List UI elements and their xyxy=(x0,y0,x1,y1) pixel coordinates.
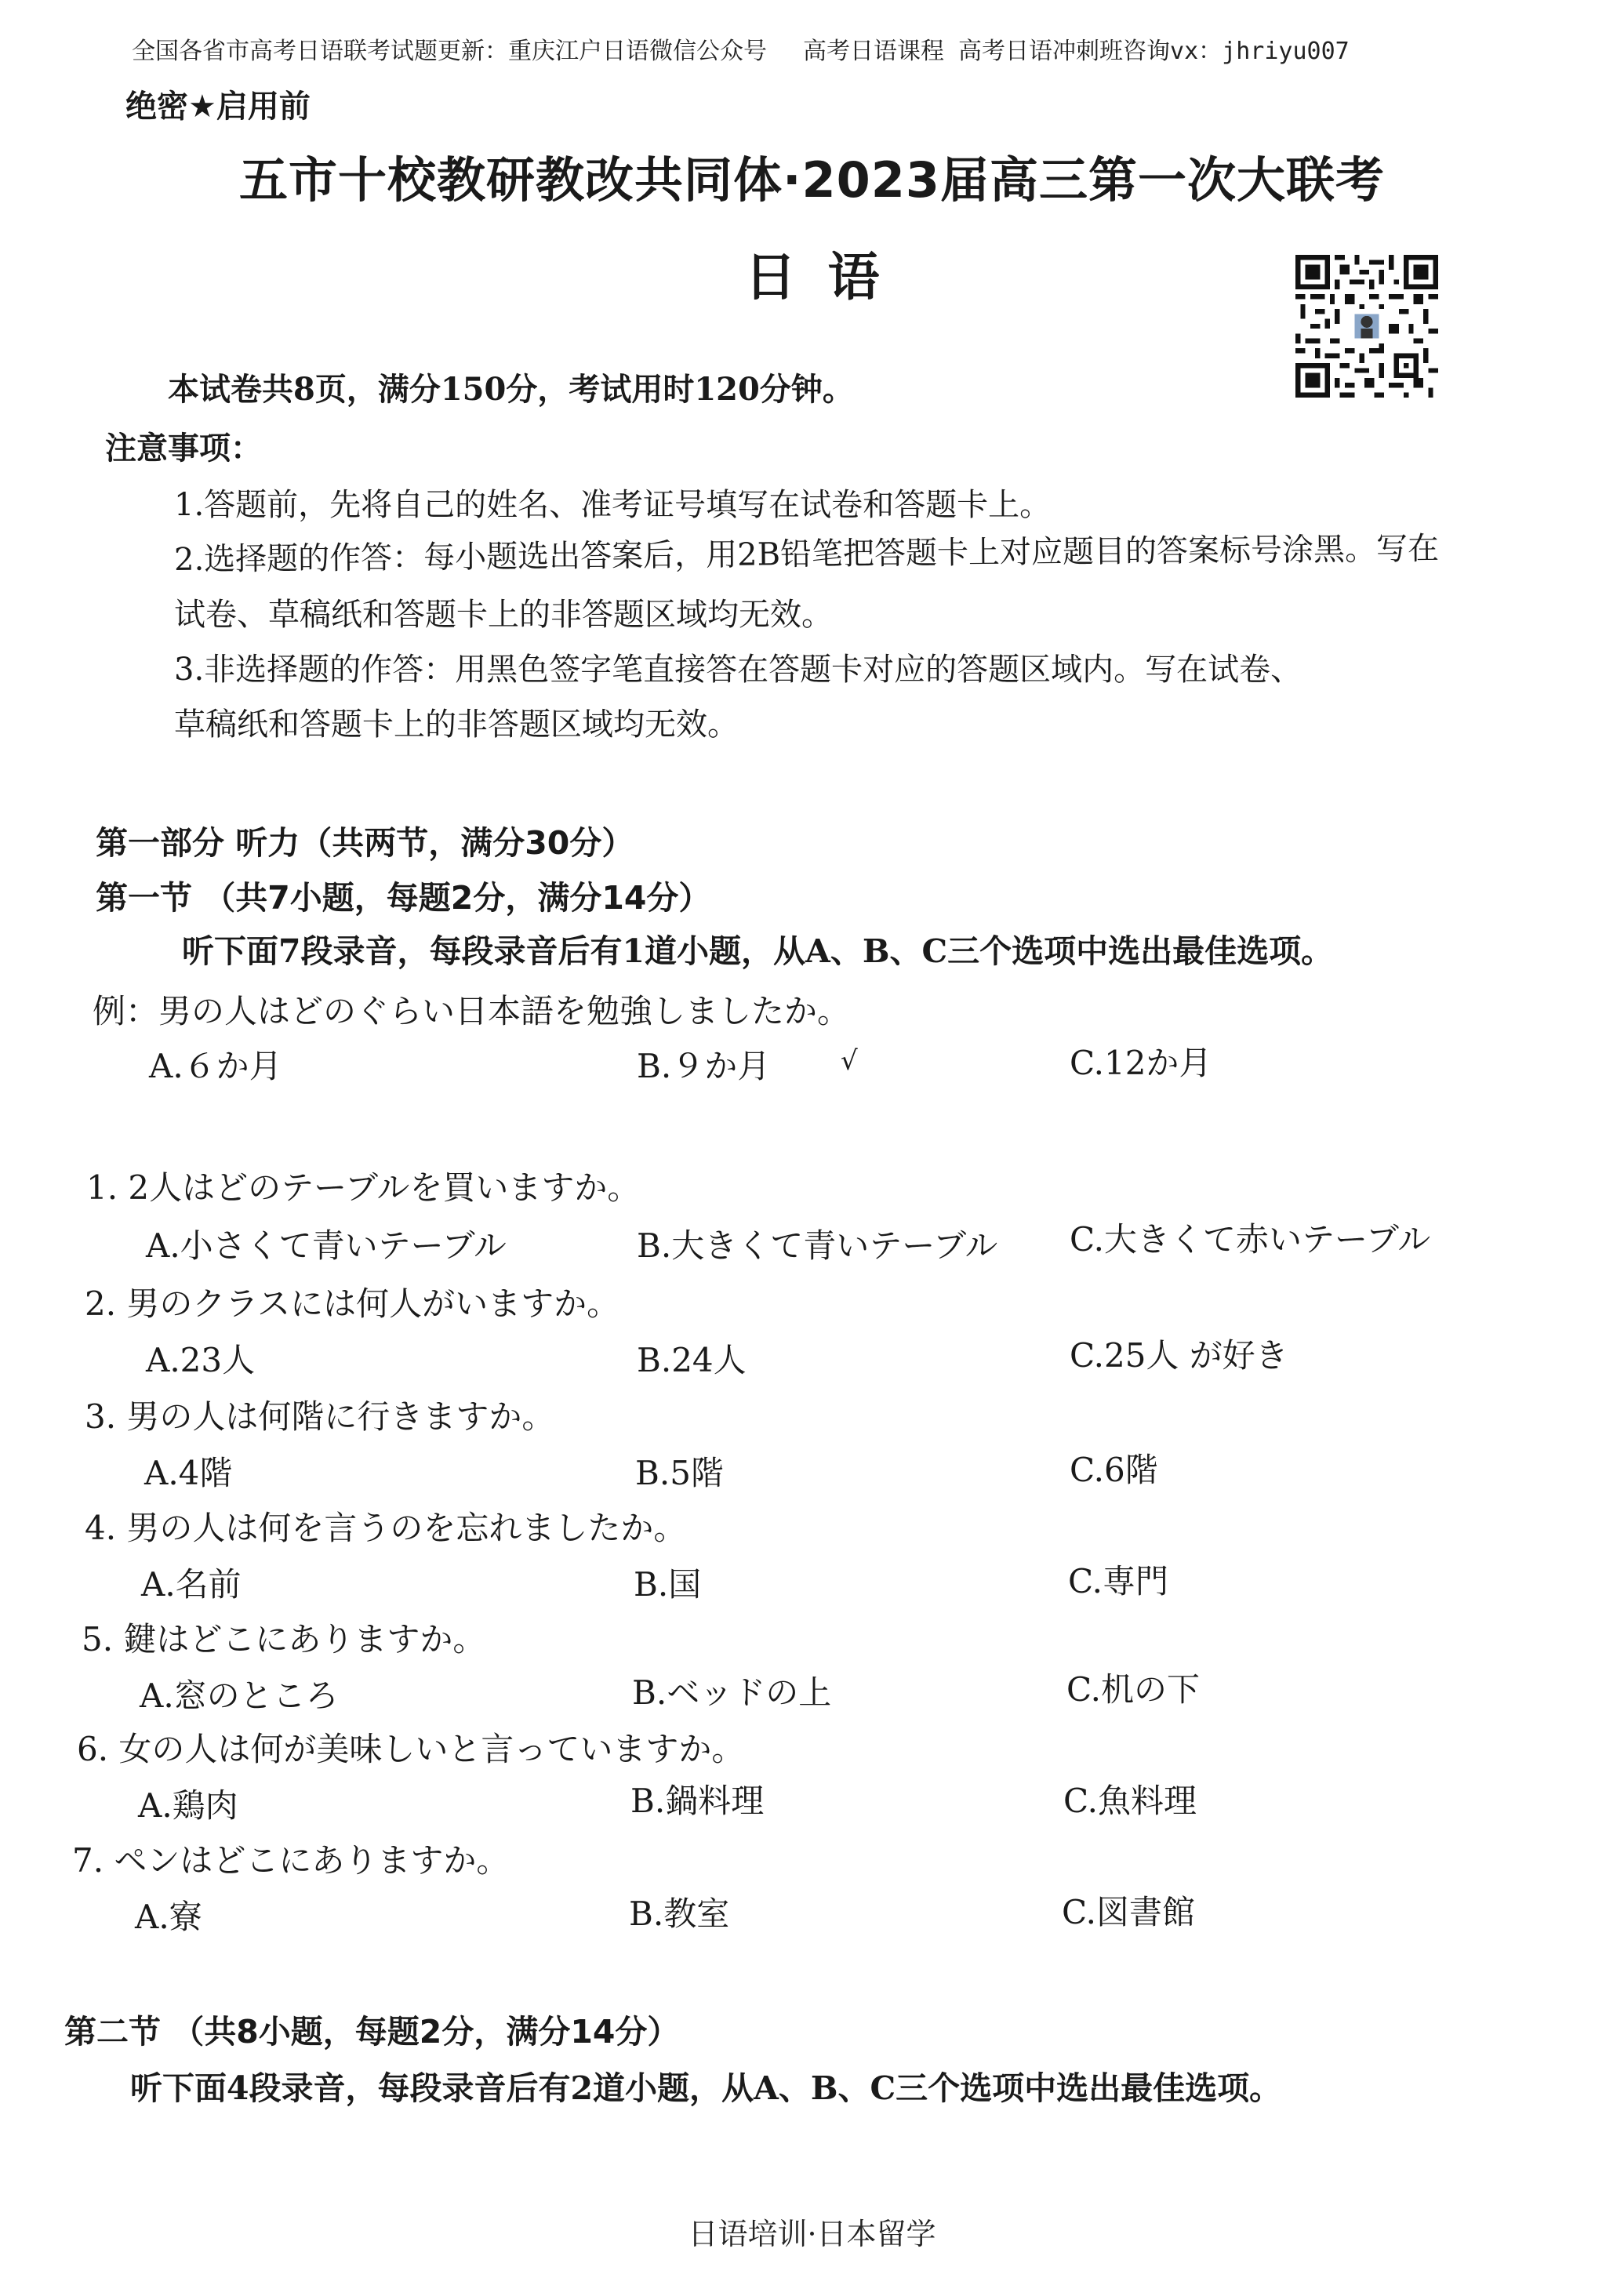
section1-instruction: 听下面7段录音，每段录音后有1道小题，从A、B、C三个选项中选出最佳选项。 xyxy=(182,932,1334,970)
notice-item: 2.选择题的作答：每小题选出答案后，用2B铅笔把答题卡上对应题目的答案标号涂黑。写在 xyxy=(173,530,1440,578)
example-question: 例：男の人はどのぐらい日本語を勉強しましたか。 xyxy=(93,992,851,1030)
question-5-option-c: C.机の下 xyxy=(1066,1670,1200,1709)
qr-code-icon xyxy=(1295,255,1438,398)
check-mark-icon: √ xyxy=(841,1045,858,1077)
secret-mark: 绝密★启用前 xyxy=(125,89,311,125)
question-4-option-a: A.名前 xyxy=(141,1565,242,1604)
question-3: 3. 男の人は何階に行きますか。 xyxy=(85,1397,555,1436)
question-7: 7. ペンはどこにありますか。 xyxy=(72,1841,510,1880)
page-title: 五市十校教研教改共同体·2023届高三第一次大联考 xyxy=(238,151,1386,209)
question-1-option-c: C.大きくて赤いテーブル xyxy=(1070,1220,1431,1259)
question-2-option-a: A.23人 xyxy=(146,1341,256,1379)
subject-title: 日语 xyxy=(744,247,911,307)
question-7-option-c: C.図書館 xyxy=(1062,1893,1195,1931)
question-3-option-c: C.6階 xyxy=(1070,1451,1158,1489)
question-5-option-a: A.窓のところ xyxy=(140,1677,339,1715)
question-2-option-b: B.24人 xyxy=(637,1341,747,1379)
question-2-option-c: C.25人 が好き xyxy=(1070,1336,1288,1375)
section2-heading: 第二节 （共8小题，每题2分，满分14分） xyxy=(64,2013,680,2051)
example-option-c: C.12か月 xyxy=(1070,1044,1212,1082)
top-banner xyxy=(132,31,1350,66)
example-option-a: A.６か月 xyxy=(149,1047,282,1085)
notice-heading: 注意事项： xyxy=(105,430,262,467)
question-1-option-b: B.大きくて青いテーブル xyxy=(637,1226,998,1265)
section1-heading: 第一节 （共7小题，每题2分，满分14分） xyxy=(96,879,711,917)
question-3-option-b: B.5階 xyxy=(635,1454,724,1492)
question-5: 5. 鍵はどこにありますか。 xyxy=(82,1620,486,1658)
notice-item: 3.非选择题的作答：用黑色签字笔直接答在答题卡对应的答题区域内。写在试卷、 xyxy=(174,652,1302,688)
example-option-b: B.９か月 xyxy=(637,1047,771,1085)
question-4: 4. 男の人は何を言うのを忘れましたか。 xyxy=(85,1509,687,1547)
page-footer: 日语培训·日本留学 xyxy=(688,2217,936,2251)
notice-item: 1.答题前，先将自己的姓名、准考证号填写在试卷和答题卡上。 xyxy=(174,487,1052,523)
question-6-option-b: B.鍋料理 xyxy=(630,1782,765,1820)
part1-heading: 第一部分 听力（共两节，满分30分） xyxy=(96,824,634,862)
question-6-option-c: C.魚料理 xyxy=(1063,1782,1197,1820)
question-1: 1. 2人はどのテーブルを買いますか。 xyxy=(86,1168,641,1207)
question-7-option-a: A.寮 xyxy=(135,1898,202,1936)
question-1-option-a: A.小さくて青いテーブル xyxy=(146,1226,507,1265)
question-6: 6. 女の人は何が美味しいと言っていますか。 xyxy=(77,1730,745,1768)
banner-right: 高考日语课程 高考日语冲刺班咨询vx：jhriyu007 xyxy=(803,38,1350,65)
question-4-option-c: C.専門 xyxy=(1068,1562,1168,1600)
question-7-option-b: B.教室 xyxy=(629,1895,730,1933)
notice-item: 草稿纸和答题卡上的非答题区域均无效。 xyxy=(174,707,739,743)
notice-item: 试卷、草稿纸和答题卡上的非答题区域均无效。 xyxy=(174,597,833,633)
question-5-option-b: B.ベッドの上 xyxy=(632,1673,832,1712)
question-2: 2. 男のクラスには何人がいますか。 xyxy=(85,1284,620,1323)
banner-left: 全国各省市高考日语联考试题更新：重庆江户日语微信公众号 xyxy=(132,38,767,65)
question-4-option-b: B.国 xyxy=(634,1565,702,1604)
exam-info: 本试卷共8页，满分150分，考试用时120分钟。 xyxy=(168,371,854,408)
question-6-option-a: A.鶏肉 xyxy=(138,1786,238,1825)
section2-instruction: 听下面4段录音，每段录音后有2道小题，从A、B、C三个选项中选出最佳选项。 xyxy=(130,2069,1282,2107)
question-3-option-a: A.4階 xyxy=(144,1454,233,1492)
